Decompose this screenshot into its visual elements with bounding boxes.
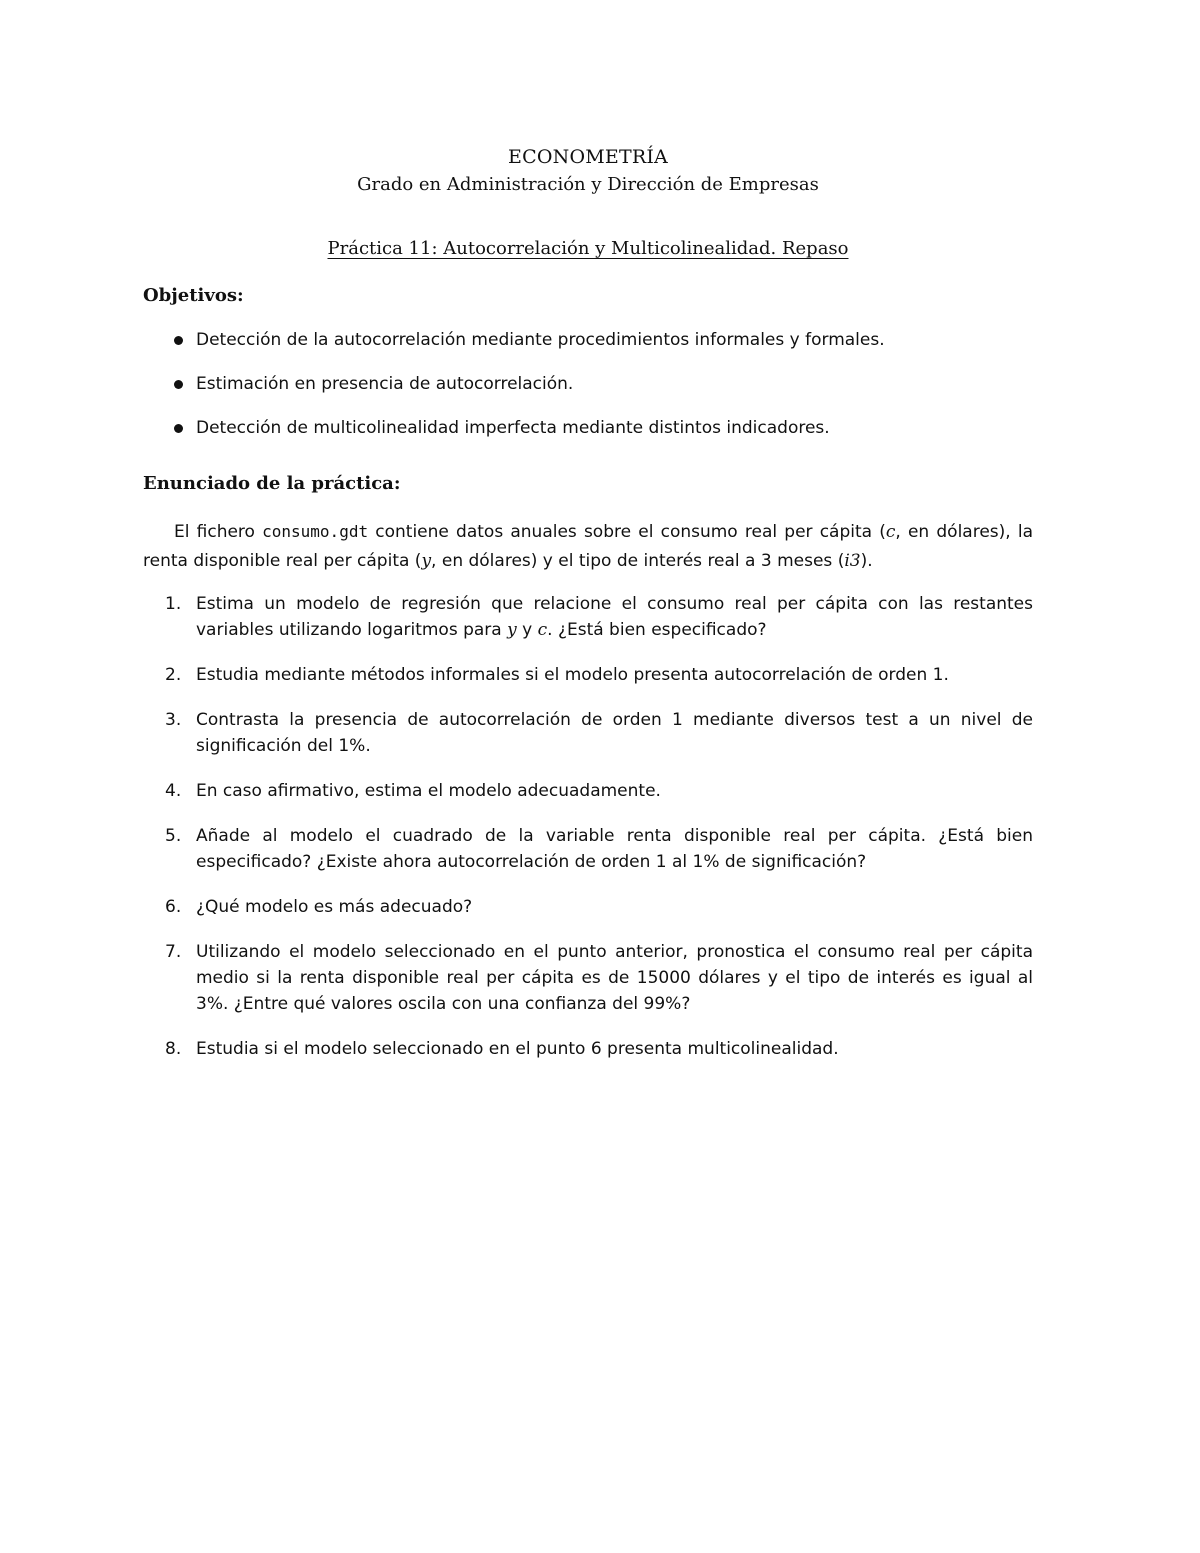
task-text: Contrasta la presencia de autocorrelación de orden 1 mediante diversos test a un nivel de significación del 1%.: [196, 710, 1033, 756]
task-text: ¿Qué modelo es más adecuado?: [196, 897, 473, 917]
variable-y: y: [421, 551, 432, 571]
tasks-list: [143, 591, 1033, 1062]
task-item: [143, 894, 1033, 920]
bullet-icon: [174, 424, 183, 433]
variable-i3: i3: [844, 551, 861, 571]
objectives-heading: Objetivos:: [143, 285, 244, 306]
task-number: 7.: [165, 942, 182, 962]
task-item: [143, 778, 1033, 804]
objective-item: [143, 327, 1033, 353]
task-item: [143, 823, 1033, 875]
variable-y: y: [507, 620, 517, 640]
objective-item: [143, 371, 1033, 397]
task-text: En caso afirmativo, estima el modelo adecuadamente.: [196, 781, 661, 801]
statement-heading: Enunciado de la práctica:: [143, 473, 401, 494]
task-text-part: . ¿Está bien especificado?: [547, 620, 767, 640]
task-item: [143, 707, 1033, 759]
file-name: consumo.gdt: [262, 522, 369, 541]
document-title: ECONOMETRÍA: [508, 146, 668, 168]
variable-c: c: [537, 620, 548, 640]
task-number: 5.: [165, 826, 182, 846]
task-text: Añade al modelo el cuadrado de la variable renta disponible real per cápita. ¿Está bien especificado? ¿Existe ahora autocorrelación de orden 1 al 1% de significación?: [196, 826, 1033, 872]
task-number: 4.: [165, 781, 182, 801]
task-text-part: y: [516, 620, 538, 640]
intro-text: , en dólares) y el tipo de interés real a 3 meses (: [431, 551, 845, 571]
task-text: Estudia mediante métodos informales si el modelo presenta autocorrelación de orden 1.: [196, 665, 949, 685]
objective-item: [143, 415, 1033, 441]
bullet-icon: [174, 380, 183, 389]
intro-text: ).: [860, 551, 873, 571]
objective-text: Detección de la autocorrelación mediante procedimientos informales y formales.: [196, 330, 885, 350]
task-item: [143, 939, 1033, 1017]
task-item: [143, 1036, 1033, 1062]
objective-text: Detección de multicolinealidad imperfecta mediante distintos indicadores.: [196, 418, 830, 438]
practice-title: Práctica 11: Autocorrelación y Multicolinealidad. Repaso: [327, 238, 849, 259]
objective-text: Estimación en presencia de autocorrelación.: [196, 374, 574, 394]
task-item: [143, 662, 1033, 688]
intro-text: , en dólares), la renta disponible real per cápita (: [143, 522, 1033, 571]
statement-intro: [143, 517, 1033, 576]
task-item: [143, 591, 1033, 643]
bullet-icon: [174, 336, 183, 345]
task-number: 1.: [165, 594, 182, 614]
task-number: 6.: [165, 897, 182, 917]
task-text: Estudia si el modelo seleccionado en el punto 6 presenta multicolinealidad.: [196, 1039, 839, 1059]
task-text: Utilizando el modelo seleccionado en el punto anterior, pronostica el consumo real per cápita medio si la renta disponible real per cápita es de 15000 dólares y el tipo de interés es igual al 3%. ¿Entre qué valores oscila con una confianza del 99%?: [196, 942, 1033, 1014]
task-number: 8.: [165, 1039, 182, 1059]
intro-text: contiene datos anuales sobre el consumo real per cápita (: [368, 522, 886, 542]
task-text-part: Estima un modelo de regresión que relacione el consumo real per cápita con las restantes variables utilizando logaritmos para: [196, 594, 1033, 640]
variable-c: c: [885, 522, 896, 542]
objectives-list: [143, 327, 1033, 441]
task-number: 3.: [165, 710, 182, 730]
document-subtitle: Grado en Administración y Dirección de Empresas: [357, 174, 819, 195]
document-page: [143, 143, 1033, 1081]
task-number: 2.: [165, 665, 182, 685]
document-header: [143, 143, 1033, 261]
task-text: [196, 594, 1033, 640]
intro-text: El fichero: [174, 522, 263, 542]
